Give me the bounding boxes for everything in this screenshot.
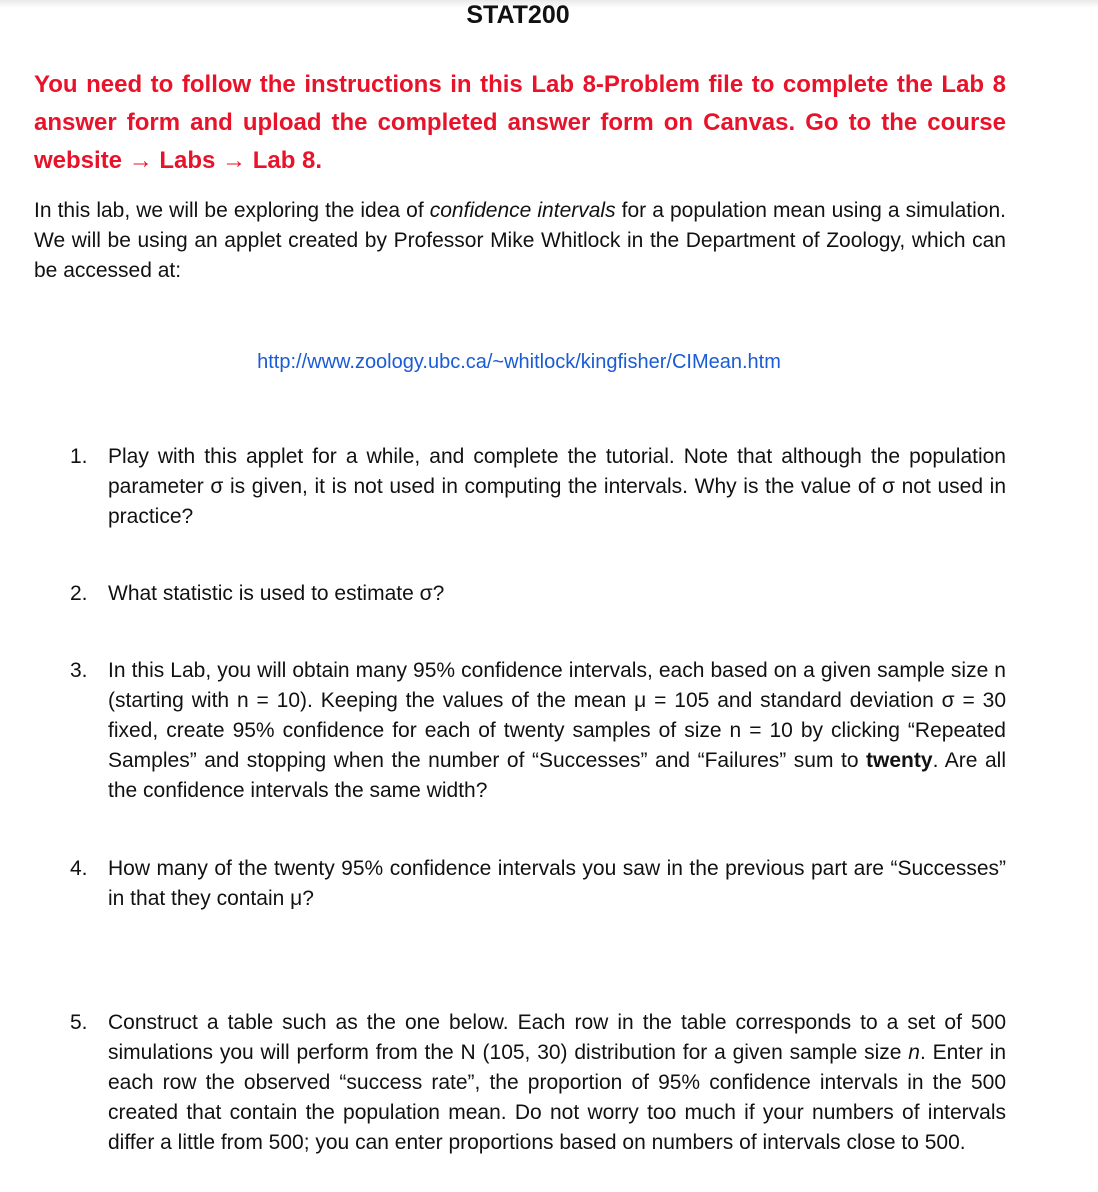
question-text-end: . Are all the confidence intervals the same width?	[108, 749, 1006, 802]
question-text-start: Construct a table such as the one below. Each row in the table corresponds to a set of 500 simulations you will perform from the N (105, 30) distribution for a given sample size	[108, 1011, 1006, 1064]
question-text-end: . Enter in each row the observed “success rate”, the proportion of 95% confidence intervals in the 500 created that contain the population mean. Do not worry too much if your numbers of intervals differ a little from 500; you can enter proportions based on numbers of intervals close to 500.	[108, 1041, 1006, 1154]
intro-paragraph	[34, 196, 1006, 286]
applet-link[interactable]: http://www.zoology.ubc.ca/~whitlock/kingfisher/CIMean.htm	[257, 351, 781, 373]
intro-emphasis: confidence intervals	[429, 199, 616, 222]
question-bold-word: twenty	[866, 749, 933, 772]
question-text: Play with this applet for a while, and complete the tutorial. Note that although the population parameter σ is given, it is not used in computing the intervals. Why is the value of σ not used in practice?	[108, 445, 1006, 528]
question-text-start: In this Lab, you will obtain many 95% confidence intervals, each based on a given sample size n (starting with n = 10). Keeping the values of the mean μ = 105 and standard deviation σ = 30 fixed, create 95% confidence for each of twenty samples of size n = 10 by clicking “Repeated Samples” and stopping when the number of “Successes” and “Failures” sum to	[108, 659, 1006, 772]
question-text: What statistic is used to estimate σ?	[108, 582, 445, 605]
question-1	[70, 442, 1006, 532]
question-number: 3.	[70, 659, 88, 682]
question-number: 2.	[70, 582, 88, 605]
question-text: How many of the twenty 95% confidence intervals you saw in the previous part are “Successes” in that they contain μ?	[108, 857, 1006, 910]
question-italic-symbol: n	[908, 1041, 920, 1064]
intro-text-end: for a population mean using a simulation. We will be using an applet created by Professor Mike Whitlock in the Department of Zoology, which can be accessed at:	[34, 199, 1006, 282]
question-4	[70, 854, 1006, 914]
question-number: 4.	[70, 857, 88, 880]
question-number: 1.	[70, 445, 88, 468]
question-3	[70, 656, 1006, 806]
question-text	[108, 1008, 1006, 1158]
intro-text-start: In this lab, we will be exploring the idea of	[34, 199, 430, 222]
question-text	[108, 656, 1006, 806]
question-2	[70, 579, 1006, 609]
lab-instruction-notice: You need to follow the instructions in this Lab 8-Problem file to complete the Lab 8 answer form and upload the completed answer form on Canvas. Go to the course website → Labs → Lab 8.	[34, 71, 1006, 174]
course-code-heading: STAT200	[466, 1, 570, 29]
question-5	[70, 1008, 1006, 1158]
question-number: 5.	[70, 1011, 88, 1034]
